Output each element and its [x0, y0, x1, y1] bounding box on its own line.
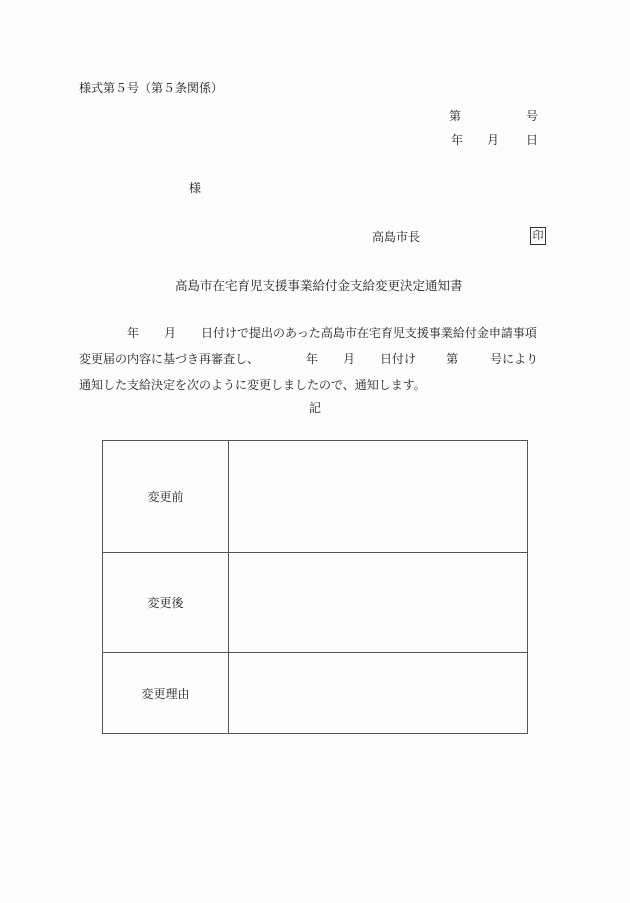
- body-line-1-text: 日付けで提出のあった高島市在宅育児支援事業給付金申請事項: [201, 326, 537, 340]
- label-change-reason: 変更理由: [103, 653, 229, 734]
- value-before-change[interactable]: [229, 441, 528, 553]
- form-number: 様式第５号（第５条関係）: [79, 81, 224, 95]
- value-change-reason[interactable]: [229, 653, 528, 734]
- body-line-1: [79, 325, 537, 341]
- body-line-2: [79, 351, 538, 367]
- document-number-prefix: 第: [449, 109, 462, 123]
- table-row: [103, 441, 528, 553]
- label-after-change: 変更後: [103, 553, 229, 653]
- body-line-1-year: 年: [127, 326, 140, 340]
- table-row: [103, 653, 528, 734]
- table-row: [103, 553, 528, 653]
- body-line-1-month: 月: [164, 326, 177, 340]
- body-line-2-lead: 変更届の内容に基づき再審査し、: [79, 352, 260, 366]
- body-line-2-dai: 第: [446, 352, 459, 366]
- label-before-change: 変更前: [103, 441, 229, 553]
- date-year-label: 年: [451, 133, 464, 147]
- ki-heading: 記: [309, 401, 322, 415]
- addressee-honorific: 様: [189, 181, 202, 195]
- issuer-name: 高島市長: [372, 230, 421, 244]
- date-month-label: 月: [487, 133, 500, 147]
- body-line-2-day-suffix: 日付け: [380, 352, 417, 366]
- value-after-change[interactable]: [229, 553, 528, 653]
- body-line-2-go-suffix: 号により: [490, 352, 539, 366]
- date-day-label: 日: [526, 133, 539, 147]
- body-line-3: 通知した支給決定を次のように変更しましたので、通知します。: [79, 378, 426, 392]
- document-title: 高島市在宅育児支援事業給付金支給変更決定通知書: [175, 278, 463, 293]
- body-line-2-year: 年: [306, 352, 319, 366]
- body-line-2-month: 月: [343, 352, 356, 366]
- change-detail-table: [102, 440, 528, 734]
- seal-icon: 印: [530, 227, 546, 245]
- document-number-suffix: 号: [526, 109, 539, 123]
